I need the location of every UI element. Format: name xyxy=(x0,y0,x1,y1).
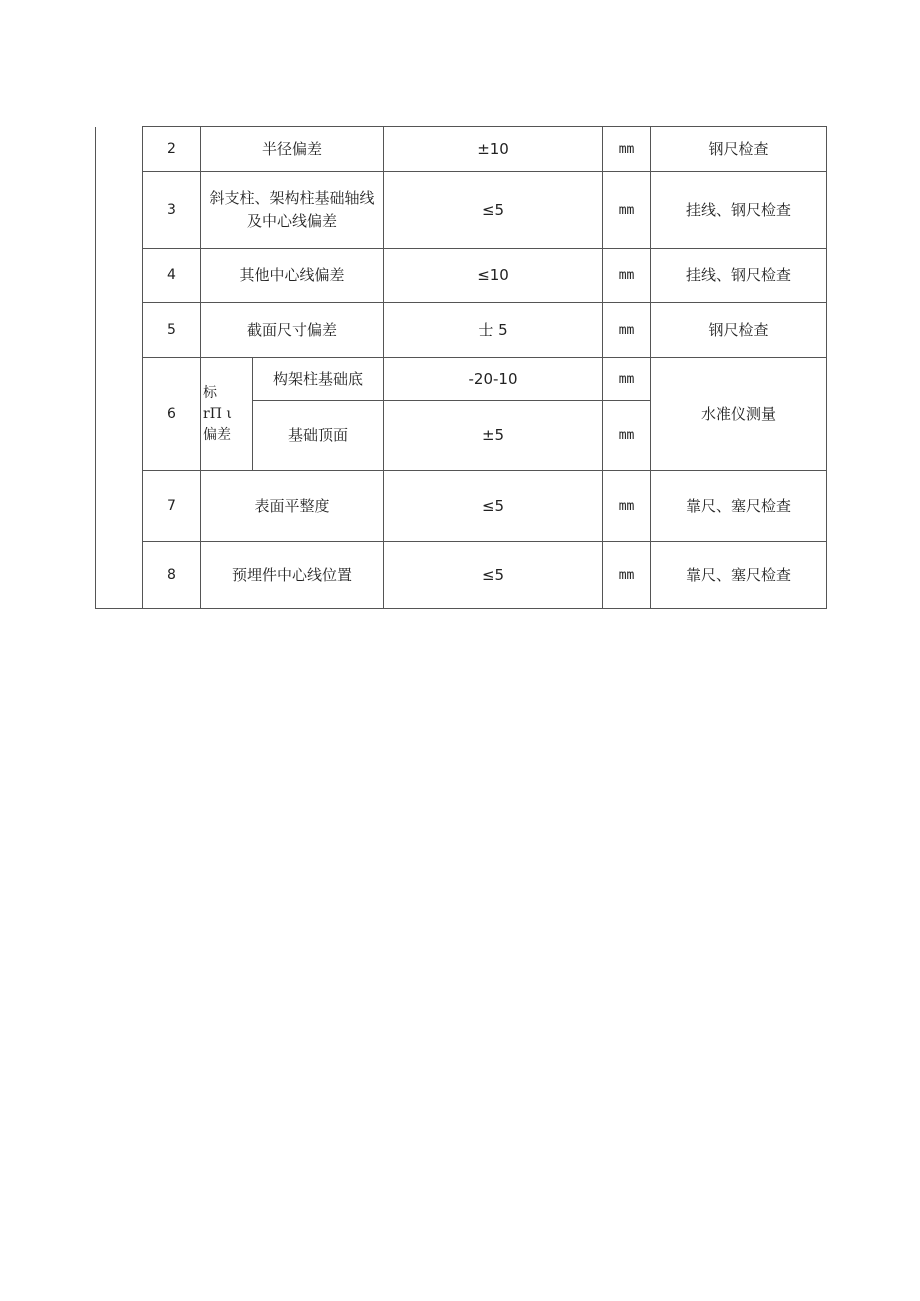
tolerance-cell: ±5 xyxy=(384,401,603,471)
elevation-label-line: rΠ ι xyxy=(203,405,232,422)
unit-cell: mm xyxy=(603,172,651,249)
item-cell: 截面尺寸偏差 xyxy=(201,303,384,358)
row-number: 5 xyxy=(143,303,201,358)
sub-item-cell: 基础顶面 xyxy=(253,401,384,471)
unit-cell: mm xyxy=(603,127,651,172)
table-row xyxy=(96,249,827,303)
row-number: 8 xyxy=(143,542,201,609)
method-cell: 靠尺、塞尺检查 xyxy=(651,471,827,542)
item-cell: 其他中心线偏差 xyxy=(201,249,384,303)
tolerance-cell: -20-10 xyxy=(384,358,603,401)
tolerance-cell: ±10 xyxy=(384,127,603,172)
method-cell: 挂线、钢尺检查 xyxy=(651,172,827,249)
elevation-label-cell xyxy=(201,358,253,471)
method-cell: 水准仪测量 xyxy=(651,358,827,471)
unit-cell: mm xyxy=(603,358,651,401)
table-row xyxy=(96,471,827,542)
row-number: 3 xyxy=(143,172,201,249)
table-row xyxy=(96,542,827,609)
tolerance-cell: ≤5 xyxy=(384,542,603,609)
elevation-label-line: 标 xyxy=(203,384,217,401)
table-row xyxy=(96,358,827,401)
left-margin-cell xyxy=(96,127,143,609)
method-cell: 靠尺、塞尺检查 xyxy=(651,542,827,609)
method-cell: 挂线、钢尺检查 xyxy=(651,249,827,303)
inspection-table xyxy=(95,126,827,609)
item-cell: 斜支柱、架构柱基础轴线及中心线偏差 xyxy=(201,172,384,249)
method-cell: 钢尺检查 xyxy=(651,127,827,172)
unit-cell: mm xyxy=(603,542,651,609)
row-number: 2 xyxy=(143,127,201,172)
tolerance-cell: ≤5 xyxy=(384,172,603,249)
item-cell: 表面平整度 xyxy=(201,471,384,542)
tolerance-cell: ≤5 xyxy=(384,471,603,542)
table-row xyxy=(96,303,827,358)
unit-cell: mm xyxy=(603,303,651,358)
unit-cell: mm xyxy=(603,249,651,303)
unit-cell: mm xyxy=(603,401,651,471)
tolerance-cell: ≤10 xyxy=(384,249,603,303)
method-cell: 钢尺检查 xyxy=(651,303,827,358)
table-row xyxy=(96,127,827,172)
elevation-label-line: 偏差 xyxy=(203,426,231,443)
row-number: 4 xyxy=(143,249,201,303)
unit-cell: mm xyxy=(603,471,651,542)
row-number: 7 xyxy=(143,471,201,542)
tolerance-cell: 士 5 xyxy=(384,303,603,358)
item-cell: 半径偏差 xyxy=(201,127,384,172)
item-cell: 预埋件中心线位置 xyxy=(201,542,384,609)
table-row xyxy=(96,172,827,249)
row-number: 6 xyxy=(143,358,201,471)
sub-item-cell: 构架柱基础底 xyxy=(253,358,384,401)
